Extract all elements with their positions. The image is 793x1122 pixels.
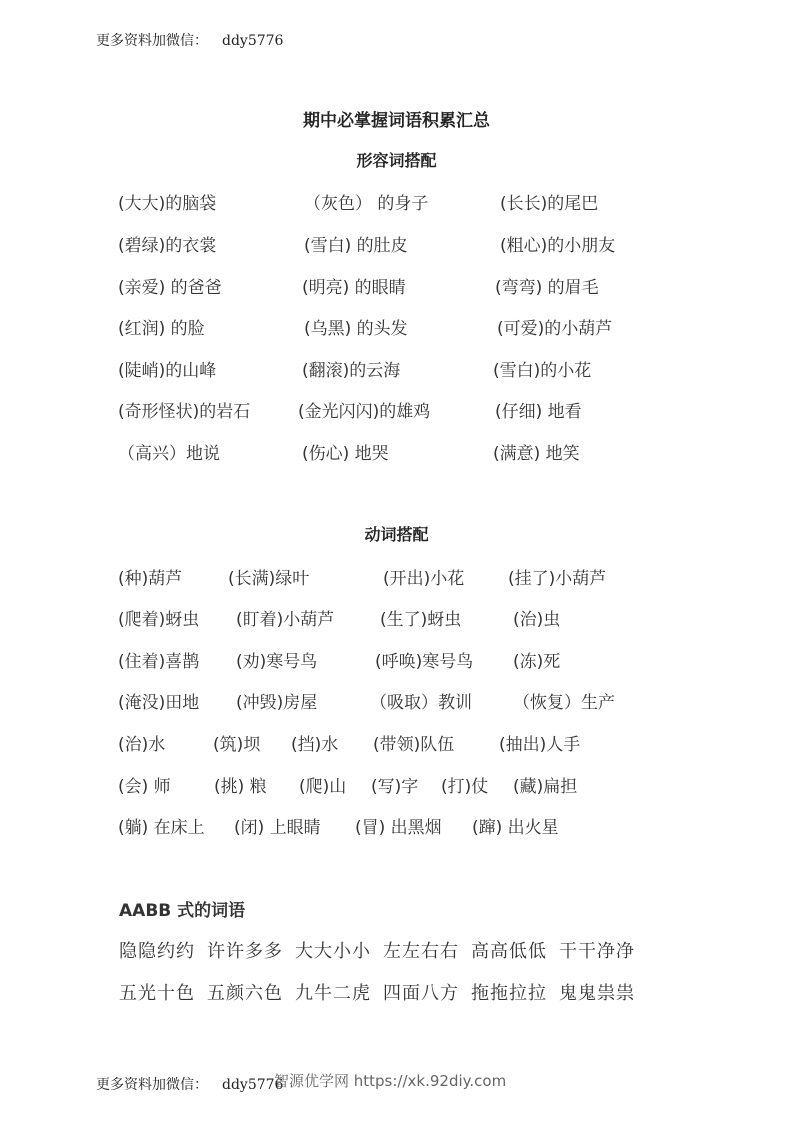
phrase: (写)字 — [371, 777, 419, 797]
footer-label: 更多资料加微信： — [96, 1077, 208, 1093]
verb-row — [0, 564, 793, 588]
phrase: (陡峭)的山峰 — [118, 361, 217, 381]
phrase: (仔细) 地看 — [495, 402, 582, 422]
phrase: (翻滚)的云海 — [302, 361, 401, 381]
phrase: (闭) 上眼睛 — [234, 818, 321, 838]
verb-row — [0, 647, 793, 671]
phrase: (爬着)蚜虫 — [118, 610, 200, 630]
phrase: (治)水 — [118, 735, 166, 755]
phrase: (呼唤)寒号鸟 — [375, 652, 474, 672]
phrase: (粗心)的小朋友 — [500, 236, 616, 256]
verb-row — [0, 772, 793, 796]
phrase: （高兴）地说 — [118, 444, 220, 464]
word: 九牛二虎 — [295, 983, 371, 1004]
verb-row — [0, 605, 793, 629]
phrase: (盯着)小葫芦 — [236, 610, 335, 630]
document-title: 期中必掌握词语积累汇总 — [303, 111, 490, 131]
word: 四面八方 — [383, 983, 459, 1004]
phrase: (挑) 粮 — [214, 777, 267, 797]
adjective-row — [0, 356, 793, 380]
phrase: (躺) 在床上 — [118, 818, 205, 838]
aabb-row — [119, 937, 647, 963]
phrase: (冻)死 — [513, 652, 561, 672]
aabb-section-heading: AABB 式的词语 — [119, 901, 246, 921]
word: 五颜六色 — [207, 983, 283, 1004]
phrase: (生了)蚜虫 — [380, 610, 462, 630]
phrase: (红润) 的脸 — [118, 319, 205, 339]
word: 鬼鬼祟祟 — [559, 983, 635, 1004]
phrase: (住着)喜鹊 — [118, 652, 200, 672]
word: 隐隐约约 — [119, 941, 195, 962]
adjective-row — [0, 397, 793, 421]
adjective-row — [0, 231, 793, 255]
verb-row — [0, 730, 793, 754]
phrase: (会) 师 — [118, 777, 171, 797]
word: 拖拖拉拉 — [471, 983, 547, 1004]
phrase: (满意) 地笑 — [493, 444, 580, 464]
phrase: (雪白) 的肚皮 — [304, 236, 408, 256]
adjective-row — [0, 189, 793, 213]
phrase: (劝)寒号鸟 — [236, 652, 318, 672]
phrase: (可爱)的小葫芦 — [497, 319, 613, 339]
word: 五光十色 — [119, 983, 195, 1004]
phrase: (筑)坝 — [213, 735, 261, 755]
phrase: (种)葫芦 — [118, 569, 183, 589]
phrase: (带领)队伍 — [373, 735, 455, 755]
site-watermark: 智源优学网 https://xk.92diy.com — [274, 1072, 507, 1090]
phrase: （吸取）教训 — [370, 693, 472, 713]
word: 干干净净 — [559, 941, 635, 962]
word: 许许多多 — [207, 941, 283, 962]
phrase: (抽出)人手 — [499, 735, 581, 755]
phrase: (奇形怪状)的岩石 — [118, 402, 251, 422]
header-note — [96, 30, 283, 50]
phrase: (藏)扁担 — [513, 777, 578, 797]
phrase: (蹿) 出火星 — [472, 818, 559, 838]
verb-section-heading: 动词搭配 — [364, 525, 429, 544]
phrase: (冲毁)房屋 — [236, 693, 318, 713]
phrase: (亲爱) 的爸爸 — [118, 278, 222, 298]
phrase: (雪白)的小花 — [493, 361, 592, 381]
phrase: (打)仗 — [441, 777, 489, 797]
phrase: (挂了)小葫芦 — [508, 569, 607, 589]
word: 左左右右 — [383, 941, 459, 962]
phrase: (冒) 出黑烟 — [355, 818, 442, 838]
aabb-row — [119, 979, 647, 1005]
adjective-row — [0, 314, 793, 338]
phrase: (伤心) 地哭 — [302, 444, 389, 464]
footer-wechat-id: ddy5776 — [222, 1077, 284, 1093]
phrase: (明亮) 的眼睛 — [302, 278, 406, 298]
phrase: (大大)的脑袋 — [118, 194, 217, 214]
phrase: (挡)水 — [291, 735, 339, 755]
phrase: (开出)小花 — [383, 569, 465, 589]
header-wechat-id: ddy5776 — [222, 33, 284, 49]
phrase: (长长)的尾巴 — [500, 194, 599, 214]
phrase: (碧绿)的衣裳 — [118, 236, 217, 256]
phrase: (乌黑) 的头发 — [304, 319, 408, 339]
footer-note — [96, 1074, 283, 1094]
word: 大大小小 — [295, 941, 371, 962]
adjective-row — [0, 273, 793, 297]
word: 高高低低 — [471, 941, 547, 962]
adjective-row — [0, 439, 793, 463]
phrase: (长满)绿叶 — [228, 569, 310, 589]
header-label: 更多资料加微信： — [96, 33, 208, 49]
verb-row — [0, 688, 793, 712]
phrase: (金光闪闪)的雄鸡 — [298, 402, 431, 422]
verb-row — [0, 813, 793, 837]
phrase: (弯弯) 的眉毛 — [495, 278, 599, 298]
phrase: （灰色） 的身子 — [304, 194, 429, 214]
phrase: （恢复）生产 — [513, 693, 615, 713]
phrase: (治)虫 — [513, 610, 561, 630]
phrase: (爬)山 — [299, 777, 347, 797]
phrase: (淹没)田地 — [118, 693, 200, 713]
adjective-section-heading: 形容词搭配 — [356, 151, 437, 170]
